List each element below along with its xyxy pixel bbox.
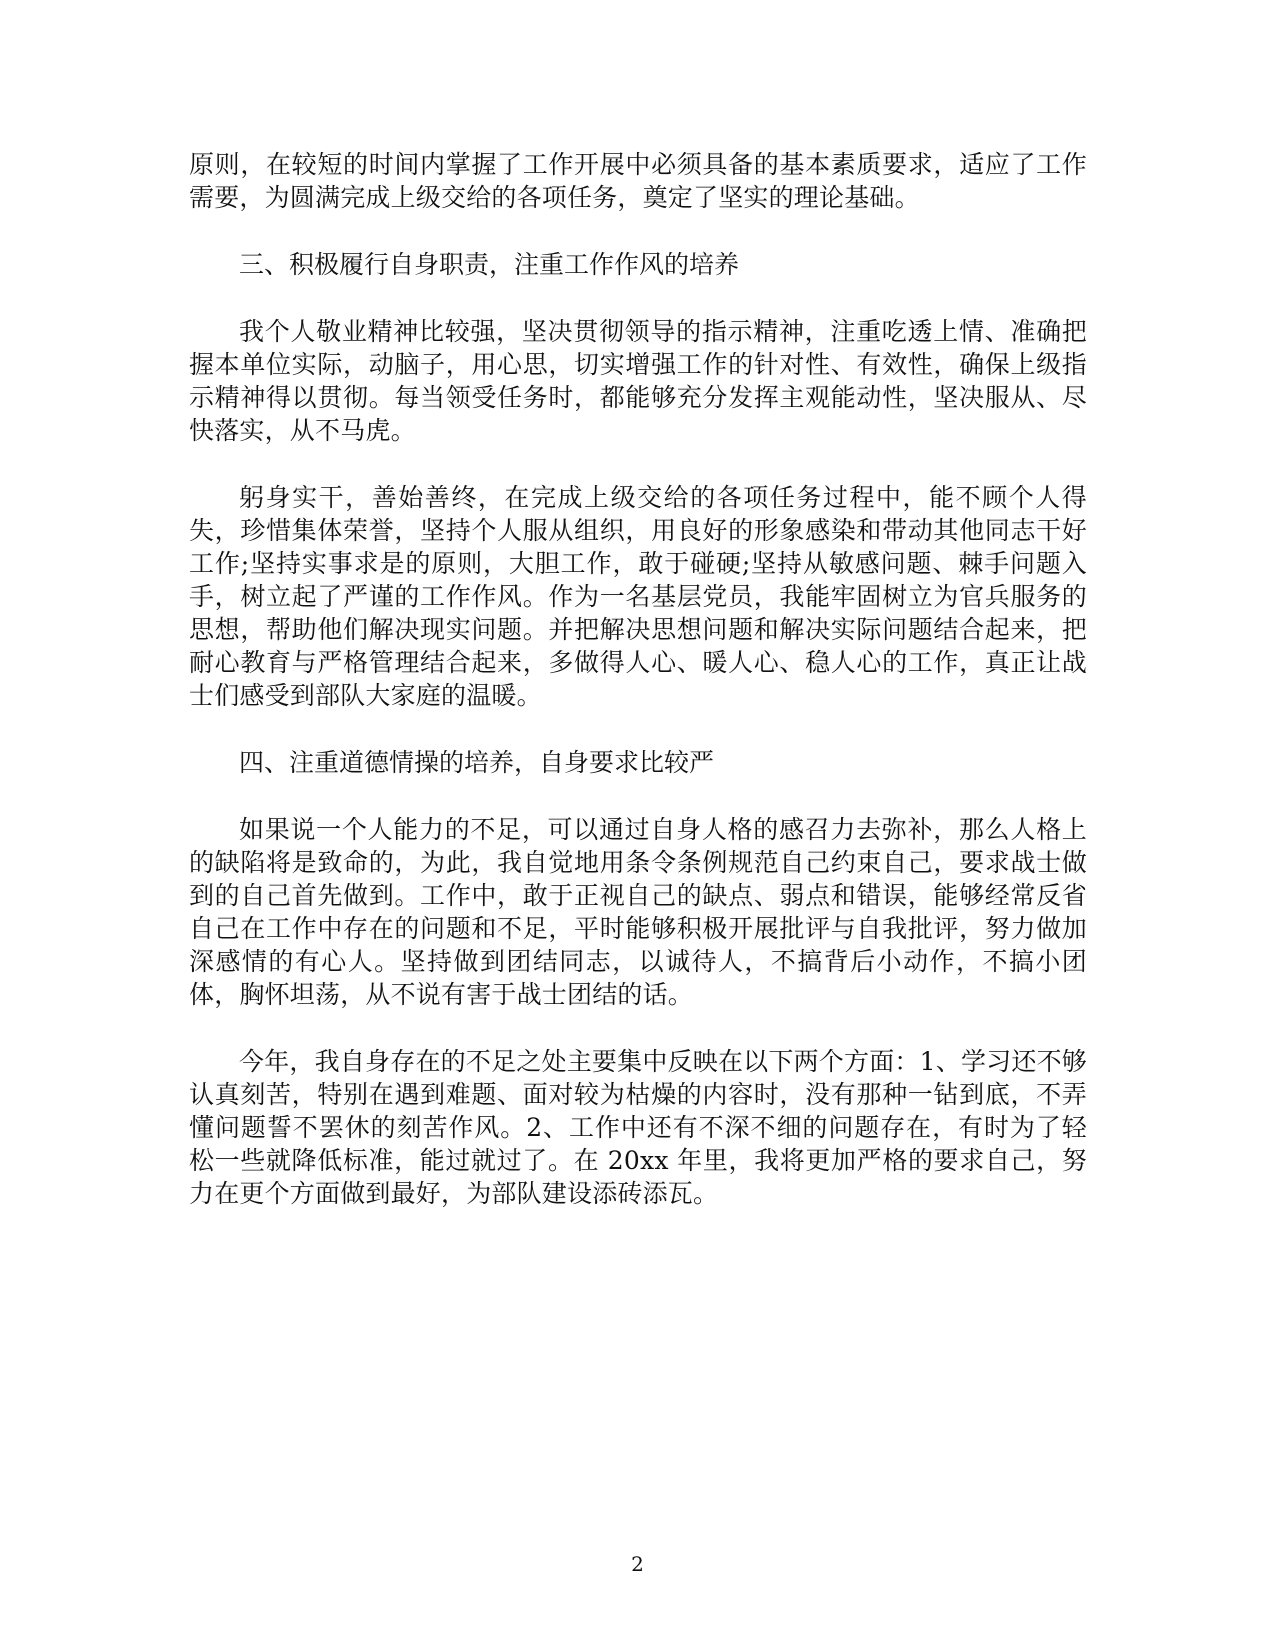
section-heading-four: 四、注重道德情操的培养，自身要求比较严 [239, 748, 715, 777]
section-heading-three: 三、积极履行自身职责，注重工作作风的培养 [239, 250, 740, 279]
paragraph-shortcomings: 今年，我自身存在的不足之处主要集中反映在以下两个方面：1、学习还不够认真刻苦，特别在遇到难题、面对较为枯燥的内容时，没有那种一钻到底，不弄懂问题誓不罢休的刻苦作风。2、工作中还有不深不细的问题存在，有时为了轻松一些就降低标准，能过就过了。在 20xx 年里，我将更加严格的要求自己，努力在更个方面做到最好，为部队建设添砖添瓦。 [189, 1047, 1087, 1208]
paragraph-continued: 原则，在较短的时间内掌握了工作开展中必须具备的基本素质要求，适应了工作需要，为圆满完成上级交给的各项任务，奠定了坚实的理论基础。 [189, 150, 1087, 212]
page-number: 2 [631, 1552, 644, 1576]
paragraph-work-spirit: 我个人敬业精神比较强，坚决贯彻领导的指示精神，注重吃透上情、准确把握本单位实际，动脑子，用心思，切实增强工作的针对性、有效性，确保上级指示精神得以贯彻。每当领受任务时，都能够充分发挥主观能动性，坚决服从、尽快落实，从不马虎。 [189, 317, 1087, 445]
document-body [189, 148, 1087, 1244]
paragraph-hands-on-work: 躬身实干，善始善终，在完成上级交给的各项任务过程中，能不顾个人得失，珍惜集体荣誉，坚持个人服从组织，用良好的形象感染和带动其他同志干好工作;坚持实事求是的原则，大胆工作，敢于碰硬;坚持从敏感问题、棘手问题入手，树立起了严谨的工作作风。作为一名基层党员，我能牢固树立为官兵服务的思想，帮助他们解决现实问题。并把解决思想问题和解决实际问题结合起来，把耐心教育与严格管理结合起来，多做得人心、暖人心、稳人心的工作，真正让战士们感受到部队大家庭的温暖。 [189, 483, 1087, 710]
paragraph-moral-cultivation: 如果说一个人能力的不足，可以通过自身人格的感召力去弥补，那么人格上的缺陷将是致命的，为此，我自觉地用条令条例规范自己约束自己，要求战士做到的自己首先做到。工作中，敢于正视自己的缺点、弱点和错误，能够经常反省自己在工作中存在的问题和不足，平时能够积极开展批评与自我批评，努力做加深感情的有心人。坚持做到团结同志，以诚待人，不搞背后小动作，不搞小团体，胸怀坦荡，从不说有害于战士团结的话。 [189, 815, 1087, 1009]
